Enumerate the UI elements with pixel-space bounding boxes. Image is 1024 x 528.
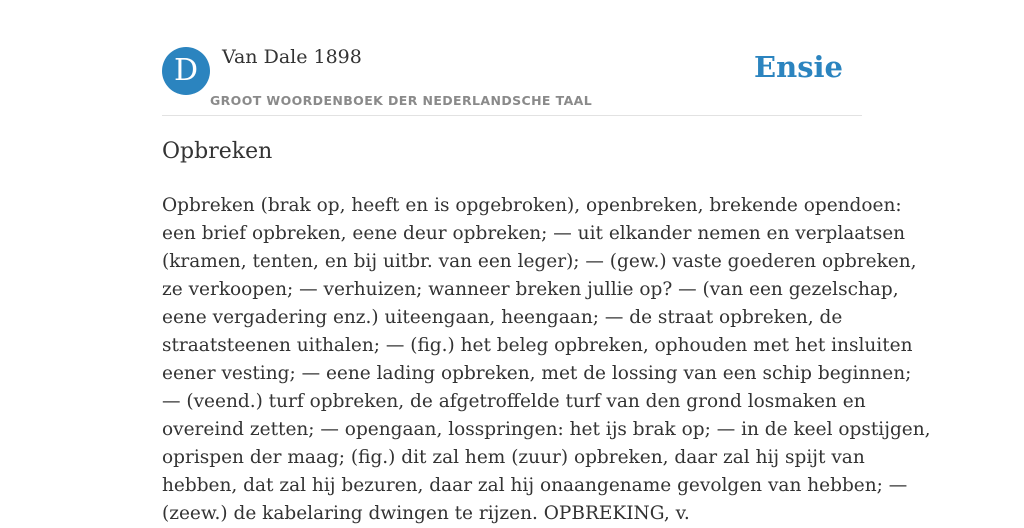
definition-line: eene vergadering enz.) uiteengaan, heengaan; — de straat opbreken, de — [162, 307, 843, 328]
definition-line: — (veend.) turf opbreken, de afgetroffelde turf van den grond losmaken en — [162, 391, 866, 412]
definition-line: oprispen der maag; (fig.) dit zal hem (zuur) opbreken, daar zal hij spijt van — [162, 447, 865, 468]
definition-line: (kramen, tenten, en bij uitbr. van een leger); — (gew.) vaste goederen opbreken, — [162, 251, 917, 272]
brand-logo[interactable]: Ensie — [754, 50, 843, 84]
definition-line: ze verkoopen; — verhuizen; wanneer breken jullie op? — (van een gezelschap, — [162, 279, 899, 300]
definition-line: hebben, dat zal hij bezuren, daar zal hij onaangename gevolgen van hebben; — — [162, 475, 908, 496]
source-logo[interactable]: D — [162, 47, 210, 95]
header-divider — [162, 115, 862, 116]
page-title: Opbreken — [162, 139, 273, 164]
definition-line: een brief opbreken, eene deur opbreken; — uit elkander nemen en verplaatsen — [162, 223, 906, 244]
header — [162, 44, 862, 116]
source-subtitle: GROOT WOORDENBOEK DER NEDERLANDSCHE TAAL — [210, 93, 593, 108]
definition-line: eener vesting; — eene lading opbreken, met de lossing van een schip beginnen; — [162, 363, 912, 384]
definition-line: Opbreken (brak op, heeft en is opgebroken), openbreken, brekende opendoen: — [162, 195, 902, 216]
source-title[interactable]: Van Dale 1898 — [222, 46, 362, 68]
definition-line: (zeew.) de kabelaring dwingen te rijzen. OPBREKING, v. — [162, 503, 690, 524]
definition-line: straatsteenen uithalen; — (fig.) het beleg opbreken, ophouden met het insluiten — [162, 335, 913, 356]
definition-line: overeind zetten; — opengaan, losspringen: het ijs brak op; — in de keel opstijgen, — [162, 419, 931, 440]
definition-text — [162, 192, 931, 528]
